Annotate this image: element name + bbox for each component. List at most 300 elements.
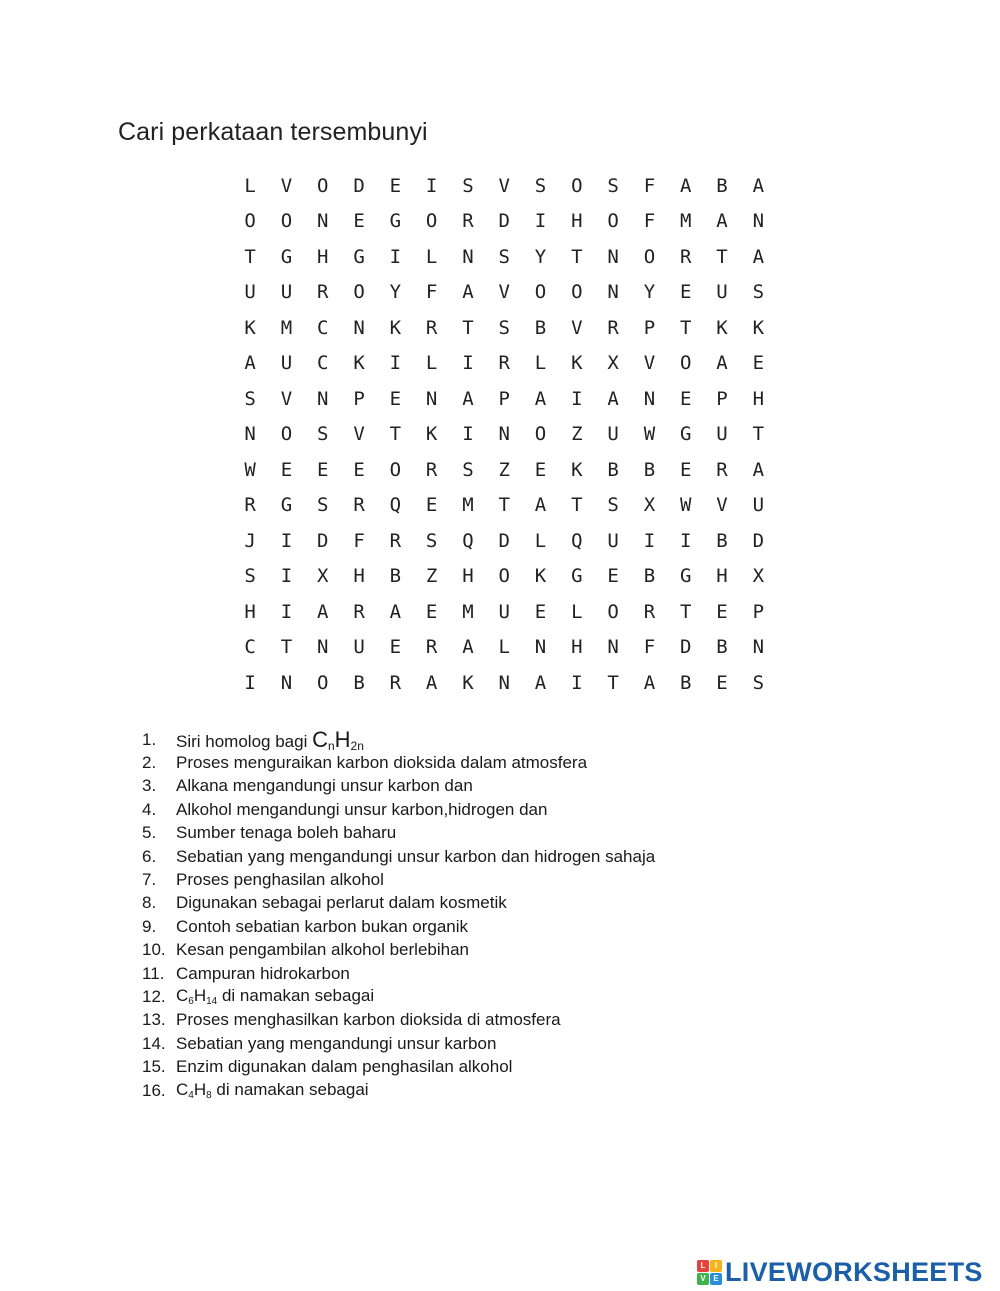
grid-row (232, 310, 776, 346)
clue-text (176, 964, 350, 984)
grid-cell[interactable]: K (353, 352, 365, 375)
grid-cell[interactable]: X (643, 494, 656, 517)
grid-cell[interactable]: Z (571, 423, 583, 446)
grid-cell[interactable]: I (389, 352, 402, 375)
grid-cell[interactable]: O (244, 210, 256, 233)
grid-cell[interactable]: R (679, 245, 692, 268)
clue-number: 9. (142, 916, 157, 936)
grid-cell[interactable]: C (317, 352, 329, 375)
grid-cell[interactable]: O (679, 352, 692, 375)
grid-cell[interactable]: E (389, 636, 402, 659)
grid-cell[interactable]: M (280, 316, 293, 339)
grid-cell[interactable]: K (752, 316, 765, 339)
grid-cell[interactable]: O (425, 210, 438, 233)
clue-text (176, 986, 374, 1007)
clue-item (142, 915, 655, 938)
clue-text (176, 800, 547, 820)
clue-item (142, 751, 655, 774)
clue-item (142, 1009, 655, 1032)
grid-cell[interactable]: R (462, 210, 474, 233)
grid-cell[interactable]: T (571, 245, 583, 268)
grid-cell[interactable]: R (643, 600, 656, 623)
grid-cell[interactable]: A (462, 387, 474, 410)
grid-cell[interactable]: P (752, 600, 765, 623)
grid-cell[interactable]: Q (571, 529, 583, 552)
grid-cell[interactable]: B (389, 565, 402, 588)
grid-cell[interactable]: V (716, 494, 728, 517)
grid-cell[interactable]: I (425, 174, 438, 197)
grid-cell[interactable]: A (752, 245, 765, 268)
grid-cell[interactable]: N (752, 636, 765, 659)
grid-cell[interactable]: B (716, 529, 728, 552)
chemical-formula (176, 986, 218, 1008)
grid-cell[interactable]: K (425, 423, 438, 446)
grid-cell[interactable]: O (571, 174, 583, 197)
clue-text-part: Proses menghasilkan karbon dioksida di atmosfera (176, 1010, 561, 1030)
grid-cell[interactable]: H (571, 210, 583, 233)
page-title: Cari perkataan tersembunyi (118, 118, 428, 146)
grid-cell[interactable]: X (317, 565, 329, 588)
grid-cell[interactable]: P (716, 387, 728, 410)
clue-number: 12. (142, 986, 166, 1006)
grid-cell[interactable]: B (716, 174, 728, 197)
clue-number: 10. (142, 940, 166, 960)
clue-number: 2. (142, 753, 157, 773)
grid-cell[interactable]: E (534, 600, 547, 623)
grid-cell[interactable]: E (679, 281, 692, 304)
grid-cell[interactable]: N (498, 671, 510, 694)
clue-item (142, 845, 655, 868)
grid-cell[interactable]: I (462, 352, 474, 375)
grid-cell[interactable]: G (679, 423, 692, 446)
grid-cell[interactable]: T (462, 316, 474, 339)
grid-cell[interactable]: A (534, 494, 547, 517)
formula-element: C (312, 726, 328, 752)
grid-cell[interactable]: G (679, 565, 692, 588)
grid-cell[interactable]: N (425, 387, 438, 410)
grid-cell[interactable]: F (353, 529, 365, 552)
grid-cell[interactable]: A (607, 387, 619, 410)
grid-cell[interactable]: L (534, 529, 547, 552)
grid-cell[interactable]: A (679, 174, 692, 197)
grid-cell[interactable]: T (679, 600, 692, 623)
grid-cell[interactable]: A (534, 387, 547, 410)
grid-cell[interactable]: S (752, 671, 765, 694)
grid-cell[interactable]: G (280, 245, 293, 268)
grid-cell[interactable]: N (607, 636, 619, 659)
grid-cell[interactable]: I (534, 210, 547, 233)
grid-cell[interactable]: R (389, 529, 402, 552)
grid-cell[interactable]: M (679, 210, 692, 233)
grid-cell[interactable]: H (353, 565, 365, 588)
clue-text-part: Sebatian yang mengandungi unsur karbon dan hidrogen sahaja (176, 846, 656, 866)
grid-cell[interactable]: E (607, 565, 619, 588)
grid-cell[interactable]: E (280, 458, 293, 481)
grid-cell[interactable]: Q (462, 529, 474, 552)
grid-cell[interactable]: G (280, 494, 293, 517)
grid-cell[interactable]: R (425, 316, 438, 339)
clue-item (142, 1055, 655, 1078)
grid-cell[interactable]: R (244, 494, 256, 517)
grid-cell[interactable]: T (244, 245, 256, 268)
grid-cell[interactable]: I (280, 565, 293, 588)
grid-cell[interactable]: O (607, 210, 619, 233)
word-search-grid (232, 168, 776, 701)
grid-cell[interactable]: N (317, 636, 329, 659)
grid-cell[interactable]: G (571, 565, 583, 588)
grid-cell[interactable]: A (643, 671, 656, 694)
grid-cell[interactable]: A (462, 636, 474, 659)
clue-number: 5. (142, 823, 157, 843)
clue-text (176, 940, 469, 960)
grid-cell[interactable]: J (244, 529, 256, 552)
grid-cell[interactable]: S (317, 494, 329, 517)
grid-cell[interactable]: R (353, 600, 365, 623)
grid-cell[interactable]: O (353, 281, 365, 304)
grid-cell[interactable]: U (353, 636, 365, 659)
grid-cell[interactable]: T (716, 245, 728, 268)
grid-cell[interactable]: F (643, 174, 656, 197)
grid-cell[interactable]: D (498, 210, 510, 233)
grid-cell[interactable]: G (389, 210, 402, 233)
grid-cell[interactable]: E (716, 671, 728, 694)
clue-number: 16. (142, 1080, 166, 1100)
grid-cell[interactable]: N (643, 387, 656, 410)
grid-cell[interactable]: L (425, 352, 438, 375)
grid-cell[interactable]: I (571, 671, 583, 694)
logo-text: LIVEWORKSHEETS (725, 1256, 983, 1287)
clue-number: 1. (142, 729, 157, 749)
grid-cell[interactable]: O (389, 458, 402, 481)
grid-cell[interactable]: B (534, 316, 547, 339)
grid-cell[interactable]: Z (425, 565, 438, 588)
liveworksheets-logo (697, 1257, 983, 1287)
clue-item (142, 822, 655, 845)
grid-cell[interactable]: I (643, 529, 656, 552)
grid-cell[interactable]: D (317, 529, 329, 552)
grid-cell[interactable]: R (498, 352, 510, 375)
grid-cell[interactable]: Y (389, 281, 402, 304)
formula-element: C (176, 986, 189, 1006)
grid-cell[interactable]: S (244, 565, 256, 588)
clue-item (142, 775, 655, 798)
grid-cell[interactable]: B (353, 671, 365, 694)
grid-cell[interactable]: O (571, 281, 583, 304)
grid-cell[interactable]: U (280, 281, 293, 304)
grid-cell[interactable]: U (607, 423, 619, 446)
grid-row (232, 417, 776, 453)
grid-cell[interactable]: Y (534, 245, 547, 268)
grid-cell[interactable]: M (462, 494, 474, 517)
grid-cell[interactable]: D (353, 174, 365, 197)
grid-cell[interactable]: W (643, 423, 656, 446)
grid-cell[interactable]: O (280, 423, 293, 446)
grid-cell[interactable]: A (716, 352, 728, 375)
grid-cell[interactable]: O (317, 671, 329, 694)
clue-text-part: Alkana mengandungi unsur karbon dan (176, 776, 473, 796)
grid-cell[interactable]: X (607, 352, 619, 375)
formula-element: H (334, 726, 351, 752)
grid-cell[interactable]: N (317, 387, 329, 410)
grid-cell[interactable]: H (716, 565, 728, 588)
grid-cell[interactable]: Q (389, 494, 402, 517)
clue-number: 7. (142, 870, 157, 890)
grid-cell[interactable]: R (607, 316, 619, 339)
grid-cell[interactable]: A (534, 671, 547, 694)
grid-cell[interactable]: S (425, 529, 438, 552)
grid-cell[interactable]: A (389, 600, 402, 623)
grid-cell[interactable]: N (607, 281, 619, 304)
clue-text (176, 893, 507, 913)
grid-cell[interactable]: H (244, 600, 256, 623)
grid-cell[interactable]: O (280, 210, 293, 233)
grid-cell[interactable]: E (425, 600, 438, 623)
grid-cell[interactable]: K (389, 316, 402, 339)
grid-row (232, 665, 776, 701)
grid-cell[interactable]: C (317, 316, 329, 339)
clue-number: 4. (142, 799, 157, 819)
grid-cell[interactable]: I (244, 671, 256, 694)
grid-cell[interactable]: A (716, 210, 728, 233)
grid-cell[interactable]: T (389, 423, 402, 446)
clue-text (176, 823, 396, 843)
grid-cell[interactable]: T (607, 671, 619, 694)
grid-cell[interactable]: E (716, 600, 728, 623)
grid-cell[interactable]: S (244, 387, 256, 410)
grid-cell[interactable]: T (498, 494, 510, 517)
grid-cell[interactable]: S (462, 458, 474, 481)
grid-cell[interactable]: N (534, 636, 547, 659)
grid-cell[interactable]: P (353, 387, 365, 410)
grid-cell[interactable]: G (353, 245, 365, 268)
clue-text (176, 776, 473, 796)
grid-cell[interactable]: P (643, 316, 656, 339)
grid-cell[interactable]: O (534, 423, 547, 446)
grid-cell[interactable]: B (607, 458, 619, 481)
grid-cell[interactable]: D (498, 529, 510, 552)
formula-element: H (193, 1080, 207, 1100)
formula-subscript: 6 (188, 996, 194, 1008)
formula-subscript: 4 (188, 1090, 194, 1102)
grid-cell[interactable]: T (752, 423, 765, 446)
grid-row (232, 381, 776, 417)
grid-cell[interactable]: S (534, 174, 547, 197)
grid-cell[interactable]: B (643, 565, 656, 588)
grid-cell[interactable]: P (498, 387, 510, 410)
grid-cell[interactable]: E (679, 387, 692, 410)
clue-text-part: Digunakan sebagai perlarut dalam kosmetik (176, 893, 507, 913)
grid-cell[interactable]: U (716, 423, 728, 446)
grid-cell[interactable]: U (716, 281, 728, 304)
grid-cell[interactable]: T (571, 494, 583, 517)
grid-cell[interactable]: O (534, 281, 547, 304)
grid-cell[interactable]: L (534, 352, 547, 375)
clue-list (142, 728, 655, 1102)
grid-cell[interactable]: V (571, 316, 583, 339)
grid-cell[interactable]: I (679, 529, 692, 552)
grid-cell[interactable]: U (280, 352, 293, 375)
grid-cell[interactable]: E (317, 458, 329, 481)
clue-text (176, 1080, 369, 1101)
grid-cell[interactable]: R (425, 636, 438, 659)
grid-cell[interactable]: E (389, 387, 402, 410)
logo-mark-tile: L (697, 1260, 709, 1272)
grid-cell[interactable]: O (498, 565, 510, 588)
grid-cell[interactable]: S (607, 174, 619, 197)
grid-cell[interactable]: N (353, 316, 365, 339)
grid-cell[interactable]: N (280, 671, 293, 694)
grid-cell[interactable]: N (244, 423, 256, 446)
grid-cell[interactable]: C (244, 636, 256, 659)
grid-cell[interactable]: R (317, 281, 329, 304)
grid-cell[interactable]: A (752, 174, 765, 197)
grid-cell[interactable]: N (317, 210, 329, 233)
clue-number: 3. (142, 776, 157, 796)
grid-cell[interactable]: R (389, 671, 402, 694)
grid-cell[interactable]: O (643, 245, 656, 268)
grid-cell[interactable]: K (571, 458, 583, 481)
logo-mark-tile: I (710, 1260, 722, 1272)
grid-cell[interactable]: R (353, 494, 365, 517)
grid-cell[interactable]: K (534, 565, 547, 588)
formula-subscript: 14 (206, 996, 218, 1008)
clue-text-part: Contoh sebatian karbon bukan organik (176, 916, 469, 936)
grid-cell[interactable]: K (716, 316, 728, 339)
grid-cell[interactable]: O (607, 600, 619, 623)
logo-mark-tile: E (710, 1273, 722, 1285)
grid-cell[interactable]: F (643, 636, 656, 659)
grid-cell[interactable]: S (498, 316, 510, 339)
grid-cell[interactable]: I (462, 423, 474, 446)
grid-cell[interactable]: S (317, 423, 329, 446)
grid-cell[interactable]: W (679, 494, 692, 517)
grid-cell[interactable]: L (571, 600, 583, 623)
grid-cell[interactable]: I (389, 245, 402, 268)
grid-cell[interactable]: H (317, 245, 329, 268)
clue-number: 6. (142, 846, 157, 866)
clue-item (142, 728, 655, 751)
grid-cell[interactable]: A (752, 458, 765, 481)
grid-cell[interactable]: H (571, 636, 583, 659)
clue-number: 14. (142, 1033, 166, 1053)
logo-mark-tile: V (697, 1273, 709, 1285)
grid-cell[interactable]: E (425, 494, 438, 517)
grid-cell[interactable]: U (498, 600, 510, 623)
grid-cell[interactable]: U (244, 281, 256, 304)
grid-cell[interactable]: E (752, 352, 765, 375)
grid-cell[interactable]: E (679, 458, 692, 481)
clue-text (176, 753, 587, 773)
clue-item (142, 1032, 655, 1055)
grid-cell[interactable]: R (425, 458, 438, 481)
grid-cell[interactable]: S (752, 281, 765, 304)
grid-cell[interactable]: Y (643, 281, 656, 304)
grid-cell[interactable]: N (752, 210, 765, 233)
grid-cell[interactable]: S (498, 245, 510, 268)
grid-cell[interactable]: O (317, 174, 329, 197)
grid-cell[interactable]: L (425, 245, 438, 268)
grid-cell[interactable]: S (607, 494, 619, 517)
grid-cell[interactable]: L (244, 174, 256, 197)
grid-cell[interactable]: L (498, 636, 510, 659)
clue-text (176, 847, 655, 867)
grid-cell[interactable]: V (280, 174, 293, 197)
grid-cell[interactable]: B (716, 636, 728, 659)
clue-text (176, 1057, 512, 1077)
grid-cell[interactable]: I (280, 529, 293, 552)
clue-number: 13. (142, 1010, 166, 1030)
grid-cell[interactable]: A (425, 671, 438, 694)
grid-cell[interactable]: T (280, 636, 293, 659)
grid-cell[interactable]: D (679, 636, 692, 659)
grid-cell[interactable]: Z (498, 458, 510, 481)
grid-row (232, 630, 776, 666)
grid-cell[interactable]: I (571, 387, 583, 410)
clue-item (142, 939, 655, 962)
grid-cell[interactable]: R (716, 458, 728, 481)
clue-item (142, 962, 655, 985)
grid-row (232, 559, 776, 595)
grid-cell[interactable]: V (353, 423, 365, 446)
grid-cell[interactable]: F (643, 210, 656, 233)
grid-cell[interactable]: I (280, 600, 293, 623)
grid-cell[interactable]: H (462, 565, 474, 588)
grid-cell[interactable]: V (643, 352, 656, 375)
grid-cell[interactable]: K (462, 671, 474, 694)
grid-cell[interactable]: T (679, 316, 692, 339)
grid-cell[interactable]: E (534, 458, 547, 481)
grid-cell[interactable]: N (462, 245, 474, 268)
grid-cell[interactable]: V (498, 281, 510, 304)
grid-cell[interactable]: M (462, 600, 474, 623)
formula-subscript: n (327, 738, 335, 753)
clue-text (176, 1010, 561, 1030)
grid-cell[interactable]: A (462, 281, 474, 304)
grid-cell[interactable]: A (317, 600, 329, 623)
grid-cell[interactable]: H (752, 387, 765, 410)
grid-cell[interactable]: B (679, 671, 692, 694)
grid-cell[interactable]: S (462, 174, 474, 197)
formula-element: C (176, 1080, 189, 1100)
grid-cell[interactable]: W (244, 458, 256, 481)
grid-cell[interactable]: K (571, 352, 583, 375)
formula-subscript: 2n (350, 738, 364, 753)
clue-text (176, 727, 364, 753)
grid-cell[interactable]: V (280, 387, 293, 410)
grid-cell[interactable]: K (244, 316, 256, 339)
grid-cell[interactable]: N (607, 245, 619, 268)
grid-cell[interactable]: V (498, 174, 510, 197)
grid-cell[interactable]: E (389, 174, 402, 197)
clue-text-part: Proses penghasilan alkohol (176, 870, 384, 890)
grid-cell[interactable]: F (425, 281, 438, 304)
grid-cell[interactable]: U (752, 494, 765, 517)
clue-item (142, 798, 655, 821)
clue-item (142, 985, 655, 1008)
clue-item (142, 1079, 655, 1102)
grid-cell[interactable]: E (353, 210, 365, 233)
clue-number: 11. (142, 963, 165, 983)
grid-cell[interactable]: A (244, 352, 256, 375)
clue-text-part: Sumber tenaga boleh baharu (176, 823, 397, 843)
grid-cell[interactable]: N (498, 423, 510, 446)
clue-text (176, 870, 384, 890)
grid-cell[interactable]: X (752, 565, 765, 588)
grid-cell[interactable]: B (643, 458, 656, 481)
grid-cell[interactable]: D (752, 529, 765, 552)
grid-cell[interactable]: E (353, 458, 365, 481)
grid-cell[interactable]: U (607, 529, 619, 552)
